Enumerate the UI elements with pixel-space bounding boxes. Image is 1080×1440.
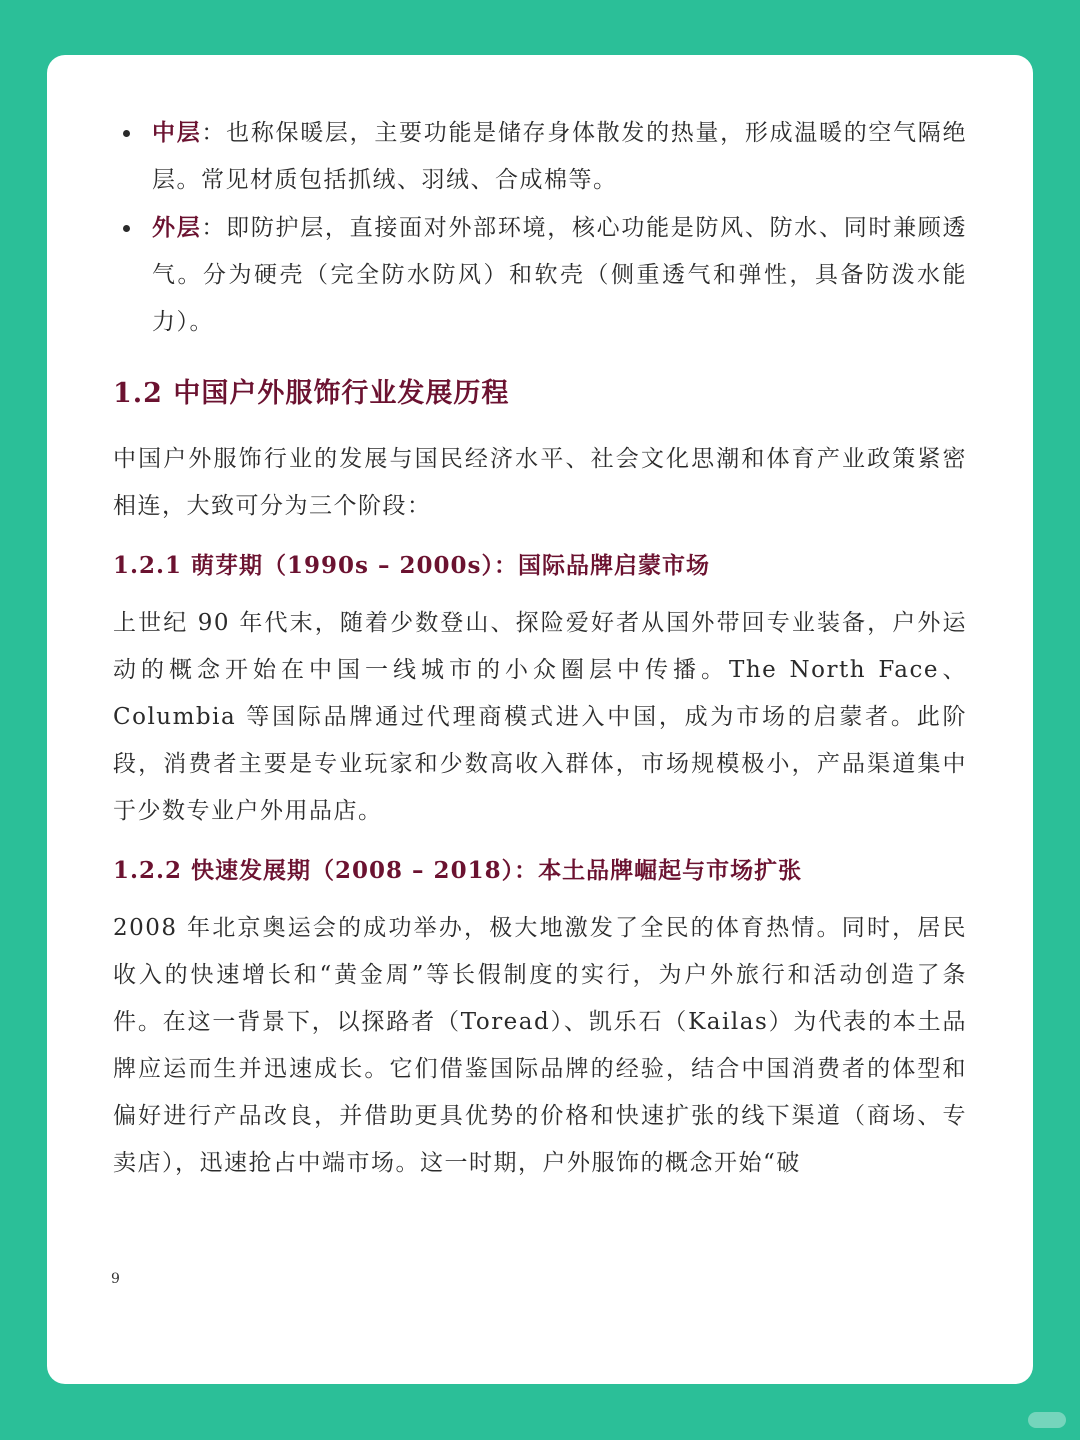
section-heading-1-2: 1.2 中国户外服饰行业发展历程 — [113, 378, 510, 409]
bullet-term: 外层 — [152, 214, 202, 241]
bullet-term: 中层 — [152, 119, 202, 146]
page-number: 9 — [111, 1271, 120, 1287]
document-page — [47, 55, 1033, 1384]
section-1-2-1-paragraph: 上世纪 90 年代末，随着少数登山、探险爱好者从国外带回专业装备，户外运动的概念开始在中国一线城市的小众圈层中传播。The North Face、Columbia 等国际品牌通过代理商模式进入中国，成为市场的启蒙者。此阶段，消费者主要是专业玩家和少数高收入群体，市场规模极小，产品渠道集中于少数专业户外用品店。 — [113, 610, 967, 824]
bullet-item-middle-layer — [113, 109, 967, 204]
bullet-text: ：也称保暖层，主要功能是储存身体散发的热量，形成温暖的空气隔绝层。常见材质包括抓绒、羽绒、合成棉等。 — [152, 120, 967, 193]
section-heading-1-2-1: 1.2.1 萌芽期（1990s – 2000s）：国际品牌启蒙市场 — [113, 552, 710, 579]
layer-bullet-list — [113, 109, 967, 346]
bullet-item-outer-layer — [113, 204, 967, 346]
bullet-text: ：即防护层，直接面对外部环境，核心功能是防风、防水、同时兼顾透气。分为硬壳（完全防水防风）和软壳（侧重透气和弹性，具备防泼水能力）。 — [152, 215, 967, 335]
section-intro-paragraph: 中国户外服饰行业的发展与国民经济水平、社会文化思潮和体育产业政策紧密相连，大致可分为三个阶段： — [113, 446, 967, 519]
watermark-logo — [1028, 1412, 1066, 1428]
section-1-2-2-paragraph: 2008 年北京奥运会的成功举办，极大地激发了全民的体育热情。同时，居民收入的快速增长和“黄金周”等长假制度的实行，为户外旅行和活动创造了条件。在这一背景下，以探路者（Toread）、凯乐石（Kailas）为代表的本土品牌应运而生并迅速成长。它们借鉴国际品牌的经验，结合中国消费者的体型和偏好进行产品改良，并借助更具优势的价格和快速扩张的线下渠道（商场、专卖店），迅速抢占中端市场。这一时期，户外服饰的概念开始“破 — [113, 915, 967, 1176]
section-heading-1-2-2: 1.2.2 快速发展期（2008 – 2018）：本土品牌崛起与市场扩张 — [113, 857, 803, 884]
document-content — [113, 109, 967, 1187]
